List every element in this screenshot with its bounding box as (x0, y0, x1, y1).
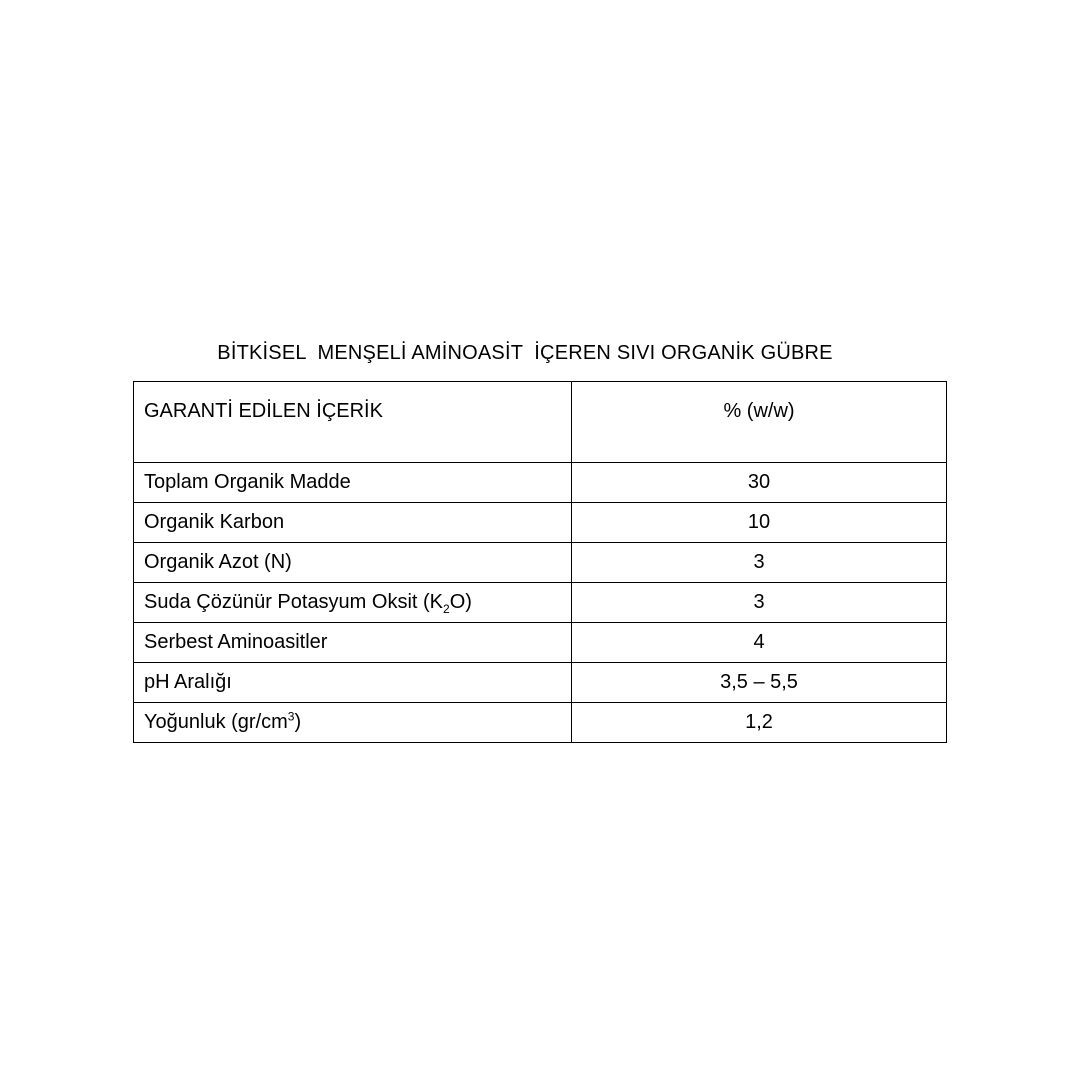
row-label-superscript: 3 (287, 709, 295, 724)
header-percent-label: % (w/w) (572, 382, 947, 463)
row-label: pH Aralığı (134, 663, 572, 703)
row-label-suffix: O) (449, 591, 472, 613)
row-value: 4 (572, 623, 947, 663)
row-label (134, 583, 572, 623)
row-label: Organik Azot (N) (134, 543, 572, 583)
guaranteed-content-table (133, 381, 947, 743)
table-row (134, 663, 947, 703)
row-label: Organik Karbon (134, 503, 572, 543)
row-label-suffix: ) (294, 711, 302, 733)
row-value: 3 (572, 543, 947, 583)
row-label-subscript: 2 (443, 602, 450, 616)
document-title: BİTKİSEL MENŞELİ AMİNOASİT İÇEREN SIVI ORGANİK GÜBRE (217, 342, 833, 364)
row-label-prefix: Yoğunluk (gr/cm (144, 711, 288, 733)
row-label (134, 703, 572, 743)
header-content-label: GARANTİ EDİLEN İÇERİK (134, 382, 572, 463)
row-value: 1,2 (572, 703, 947, 743)
row-label: Serbest Aminoasitler (134, 623, 572, 663)
row-value: 3,5 – 5,5 (572, 663, 947, 703)
row-label-prefix: Suda Çözünür Potasyum Oksit (K (144, 591, 444, 613)
table-row (134, 703, 947, 743)
table-row (134, 463, 947, 503)
table-row (134, 623, 947, 663)
row-value: 10 (572, 503, 947, 543)
table-header-row (134, 382, 947, 463)
table-row (134, 543, 947, 583)
table-row (134, 503, 947, 543)
row-value: 30 (572, 463, 947, 503)
table-row (134, 583, 947, 623)
row-label: Toplam Organik Madde (134, 463, 572, 503)
row-value: 3 (572, 583, 947, 623)
